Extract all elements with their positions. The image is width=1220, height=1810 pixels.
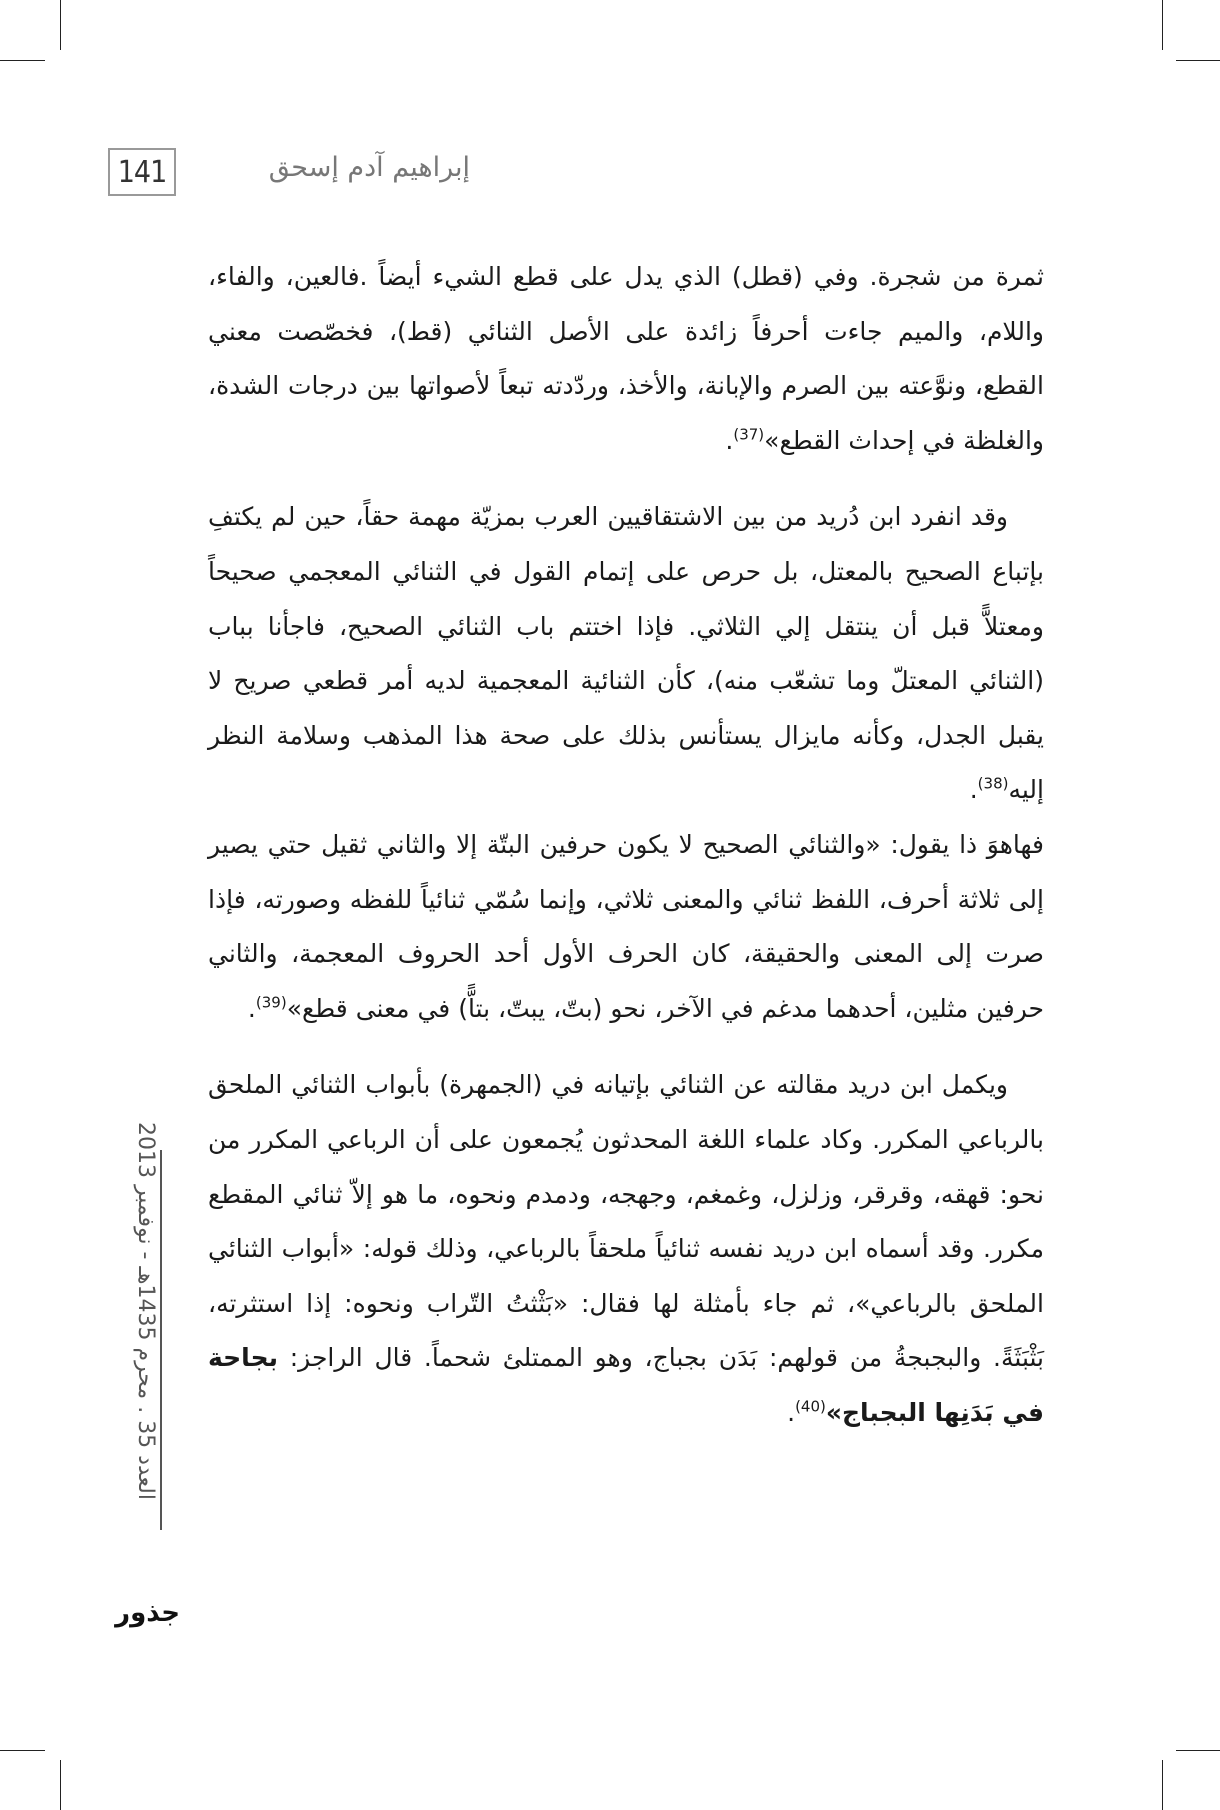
paragraph: [208, 1058, 1044, 1440]
paragraph-text: ثمرة من شجرة. وفي (قطل) الذي يدل على قطع الشيء أيضاً .فالعين، والفاء، واللام، والميم جاءت أحرفاً زائدة على الأصل الثنائي (قط)، فخصّصت معني القطع، ونوَّعته بين الصرم والإبانة، والأخذ، وردّدته تبعاً لأصواتها بين درجات الشدة، والغلظة في إحداث القطع»: [208, 262, 1044, 455]
paragraph: [208, 250, 1044, 468]
paragraph-text: ويكمل ابن دريد مقالته عن الثنائي بإتيانه في (الجمهرة) بأبواب الثنائي الملحق بالرباعي المكرر. وكاد علماء اللغة المحدثون يُجمعون على أن الرباعي المكرر من نحو: قهقه، وقرقر، وزلزل، وغمغم، وجهجه، ودمدم ونحوه، ما هو إلاّ ثنائي المقطع مكرر. وقد أسماه ابن دريد نفسه ثنائياً ملحقاً بالرباعي، وذلك قوله: «أبواب الثنائي الملحق بالرباعي»، ثم جاء بأمثلة لها فقال: «بَثْثتُ التّراب ونحوه: إذا استثرته، بَثْبَثَةً. والبجبجةُ من قولهم: بَدَن بجباج، وهو الممتلئ شحماً. قال الراجز:: [208, 1070, 1044, 1373]
journal-logo: جذور: [115, 1598, 180, 1628]
footnote-ref[interactable]: (37): [733, 425, 765, 444]
crop-mark: [1176, 1750, 1220, 1751]
side-rule: [160, 1150, 162, 1530]
crop-mark: [1176, 60, 1220, 61]
crop-mark: [60, 0, 61, 50]
crop-mark: [0, 1750, 45, 1751]
quoted-verse: بجاحة في بَدَنِها البجباج»: [208, 1343, 1044, 1427]
crop-mark: [0, 60, 45, 61]
paragraph-text: وقد انفرد ابن دُريد من بين الاشتقاقيين العرب بمزيّة مهمة حقاً، حين لم يكتفِ بإتباع الصحيح بالمعتل، بل حرص على إتمام القول في الثنائي المعجمي صحيحاً ومعتلاًّ قبل أن ينتقل إلي الثلاثي. فإذا اختتم باب الثنائي الصحيح، فاجأنا بباب (الثنائي المعتلّ وما تشعّب منه)، كأن الثنائية المعجمية لديه أمر قطعي صريح لا يقبل الجدل، وكأنه مايزال يستأنس بذلك على صحة هذا المذهب وسلامة النظر إليه: [208, 502, 1044, 805]
running-head-author: إبراهيم آدم إسحق: [268, 152, 470, 183]
footnote-ref[interactable]: (39): [255, 993, 287, 1012]
footnote-ref[interactable]: (38): [977, 775, 1009, 794]
sentence-end: .: [247, 993, 256, 1023]
crop-mark: [1162, 1760, 1163, 1810]
paragraph-text: فهاهوَ ذا يقول: «والثنائي الصحيح لا يكون حرفين البتّة إلا والثاني ثقيل حتي يصير إلى ثلاثة أحرف، اللفظ ثنائي والمعنى ثلاثي، وإنما سُمّي ثنائياً للفظه وصورته، فإذا صرت إلى المعنى والحقيقة، كان الحرف الأول أحد الحروف المعجمة، والثاني حرفين مثلين، أحدهما مدغم في الآخر، نحو (بتّ، يبتّ، بتاًّ) في معنى قطع»: [208, 829, 1044, 1023]
issue-line: العدد 35 . محرم 1435هـ - نوفمبر 2013: [133, 1122, 158, 1500]
page-number: 141: [108, 148, 176, 196]
paragraph: [208, 818, 1044, 1036]
body-text: [208, 250, 1044, 1440]
sentence-end: .: [787, 1397, 796, 1427]
sentence-end: .: [969, 775, 978, 805]
crop-mark: [1162, 0, 1163, 50]
footnote-ref[interactable]: (40): [795, 1397, 826, 1416]
sentence-end: .: [725, 425, 734, 455]
paragraph: [208, 490, 1044, 818]
crop-mark: [60, 1760, 61, 1810]
